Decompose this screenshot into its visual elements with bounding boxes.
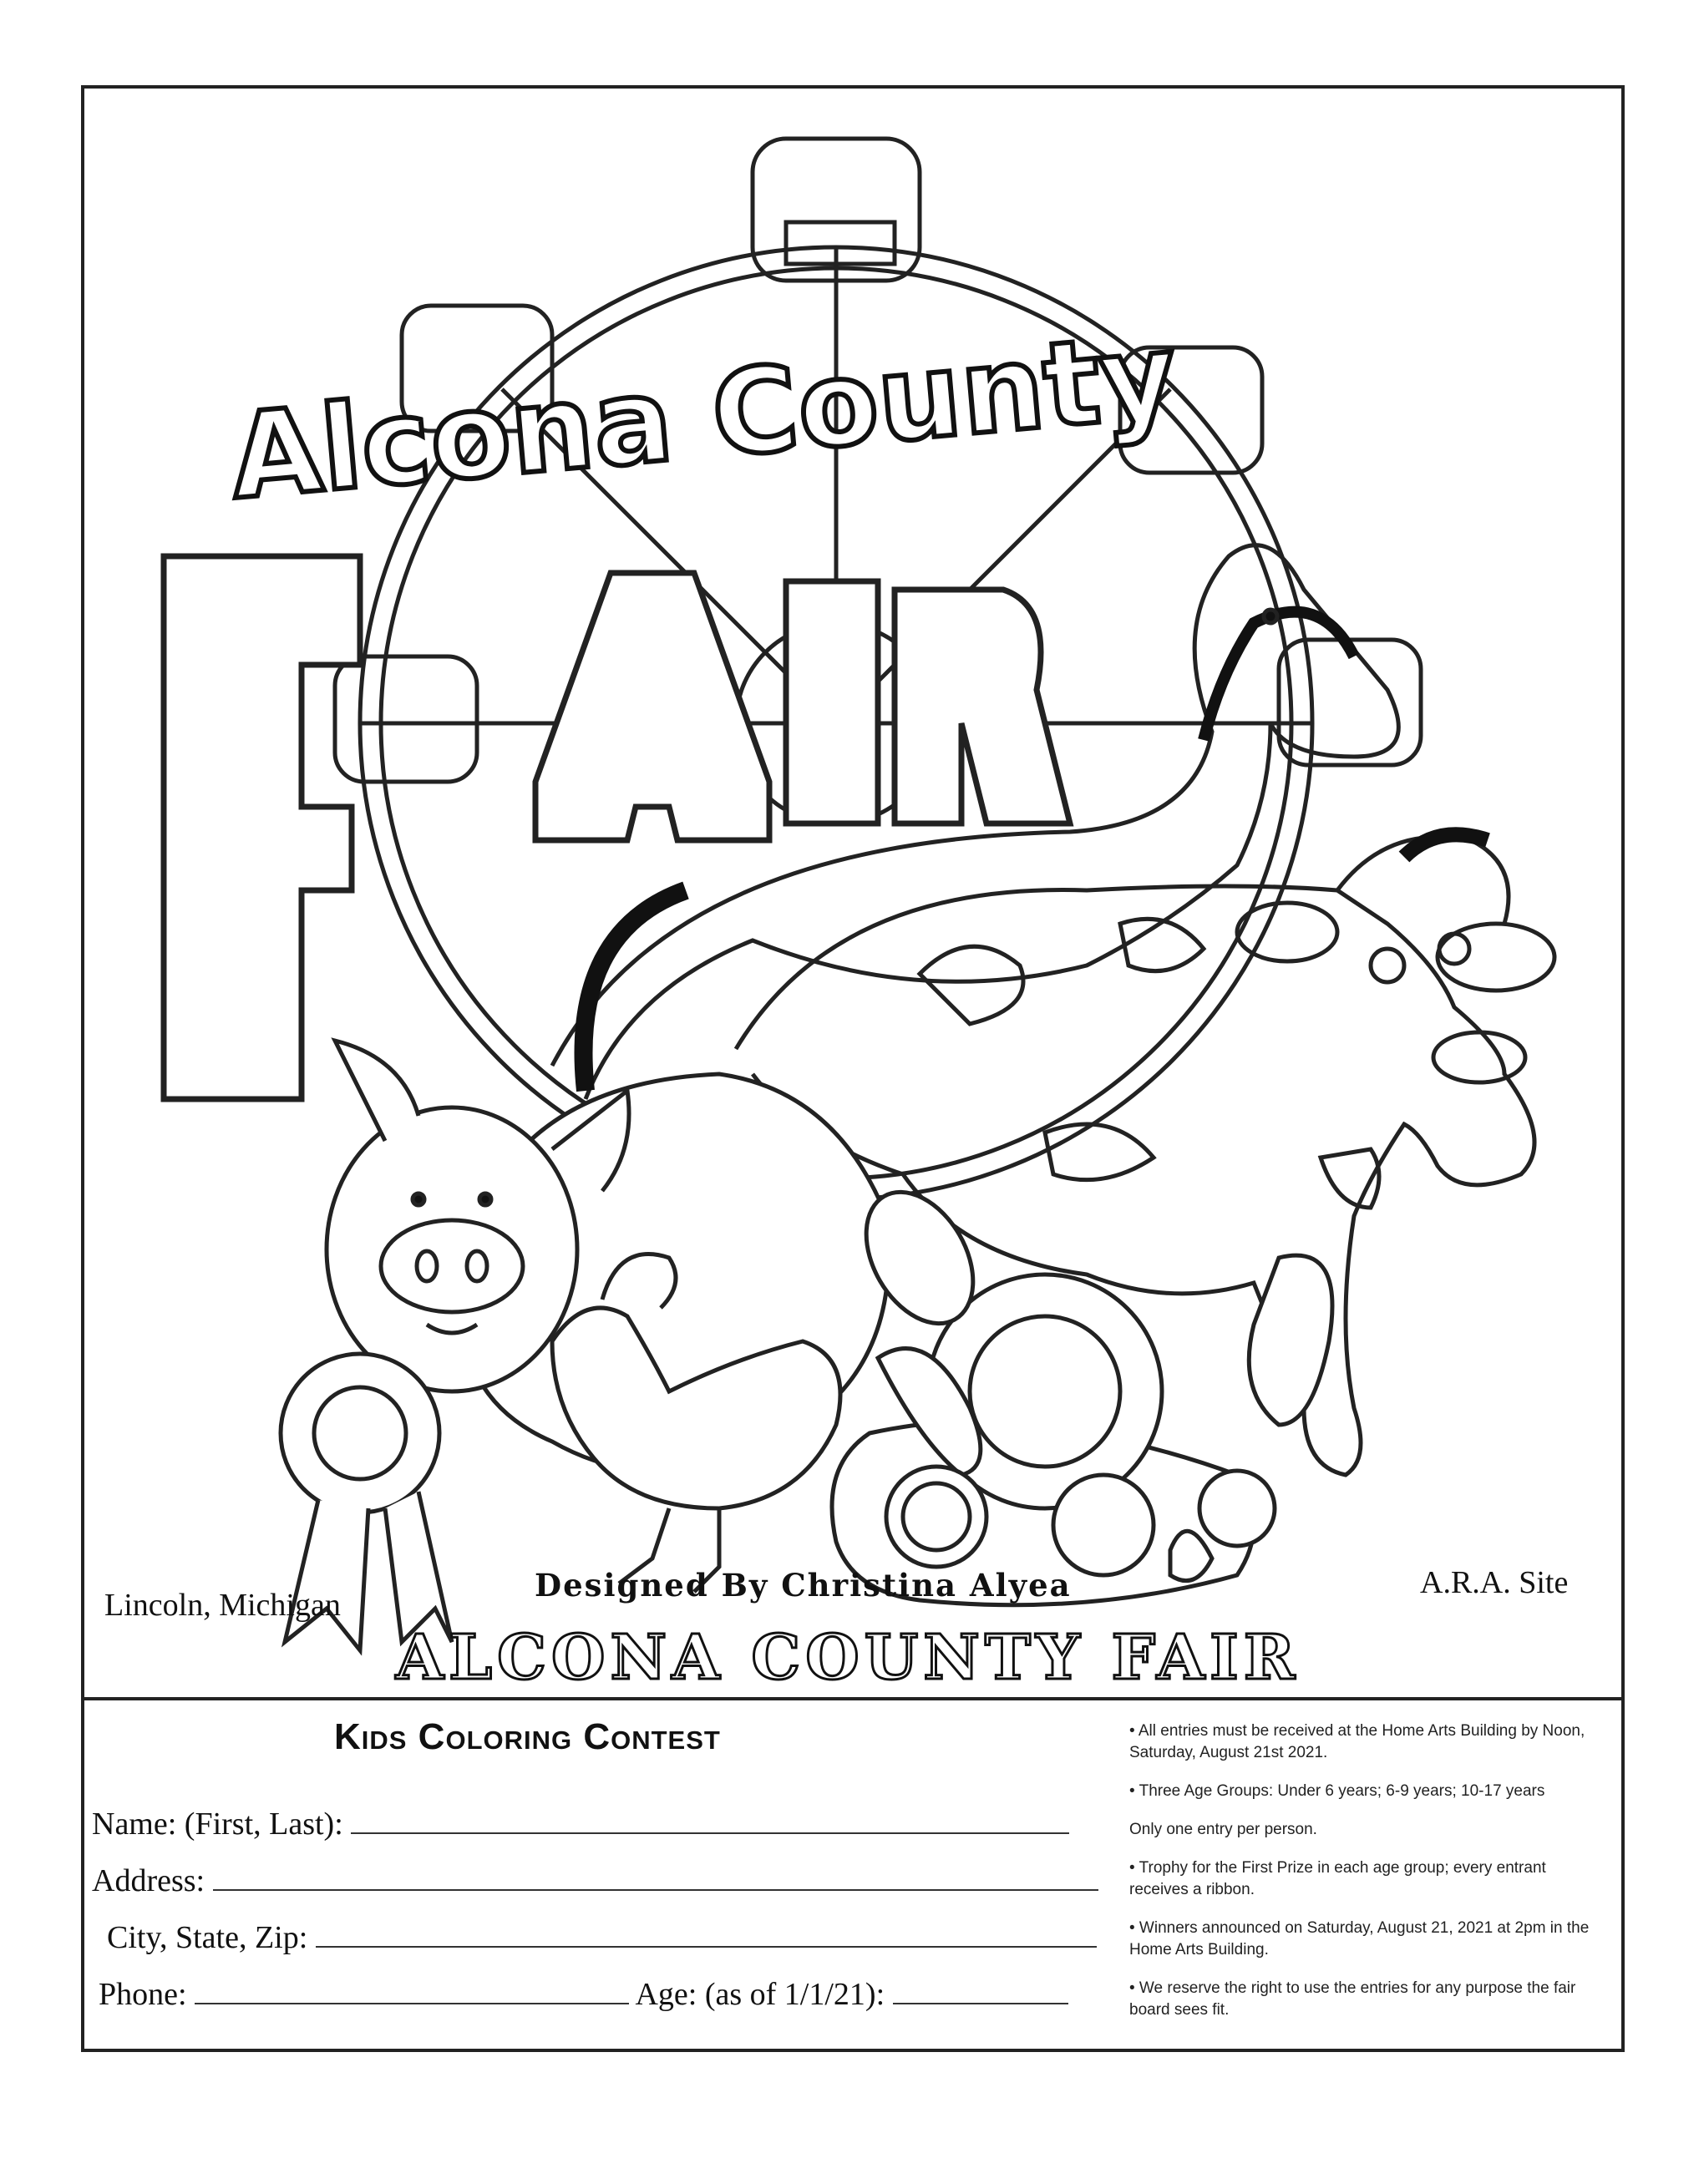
vegetables bbox=[832, 1173, 1332, 1605]
contest-title: Kids Coloring Contest bbox=[334, 1716, 721, 1757]
rule-item: • Winners announced on Saturday, August 21, 2021 at 2pm in the Home Arts Building. bbox=[1129, 1919, 1590, 1959]
rule-item: • All entries must be received at the Home Arts Building by Noon, Saturday, August 21st 2021. bbox=[1129, 1722, 1585, 1761]
age-label: Age: (as of 1/1/21): bbox=[635, 1977, 885, 2012]
fair-letters bbox=[164, 556, 1070, 1099]
contest-rules bbox=[1129, 1720, 1597, 2038]
rule-item: • We reserve the right to use the entries for any purpose the fair board sees fit. bbox=[1129, 1979, 1576, 2019]
address-label: Address: bbox=[92, 1863, 205, 1898]
age-input-line[interactable] bbox=[893, 1974, 1068, 2004]
designer-credit: Designed By Christina Alyea bbox=[535, 1567, 1072, 1604]
city-input-line[interactable] bbox=[316, 1918, 1097, 1948]
name-row bbox=[92, 1804, 1069, 1842]
title-alcona-county: Alcona County bbox=[225, 307, 1182, 526]
city-row bbox=[107, 1918, 1097, 1956]
rule-item: Only one entry per person. bbox=[1129, 1821, 1317, 1838]
address-row bbox=[92, 1861, 1098, 1899]
fair-banner bbox=[372, 1612, 1324, 1704]
name-input-line[interactable] bbox=[351, 1804, 1069, 1834]
phone-input-line[interactable] bbox=[195, 1974, 629, 2004]
name-label: Name: (First, Last): bbox=[92, 1806, 343, 1842]
city-label: City, State, Zip: bbox=[107, 1920, 308, 1955]
phone-label: Phone: bbox=[99, 1977, 187, 2012]
location-left: Lincoln, Michigan bbox=[104, 1588, 341, 1623]
banner-text: ALCONA COUNTY FAIR bbox=[395, 1622, 1301, 1694]
location-right: A.R.A. Site bbox=[1420, 1565, 1569, 1600]
rule-item: • Three Age Groups: Under 6 years; 6-9 years; 10-17 years bbox=[1129, 1782, 1545, 1800]
coloring-illustration bbox=[84, 89, 1621, 1695]
address-input-line[interactable] bbox=[213, 1861, 1098, 1891]
phone-row bbox=[99, 1974, 1068, 2013]
rule-item: • Trophy for the First Prize in each age group; every entrant receives a ribbon. bbox=[1129, 1859, 1546, 1898]
